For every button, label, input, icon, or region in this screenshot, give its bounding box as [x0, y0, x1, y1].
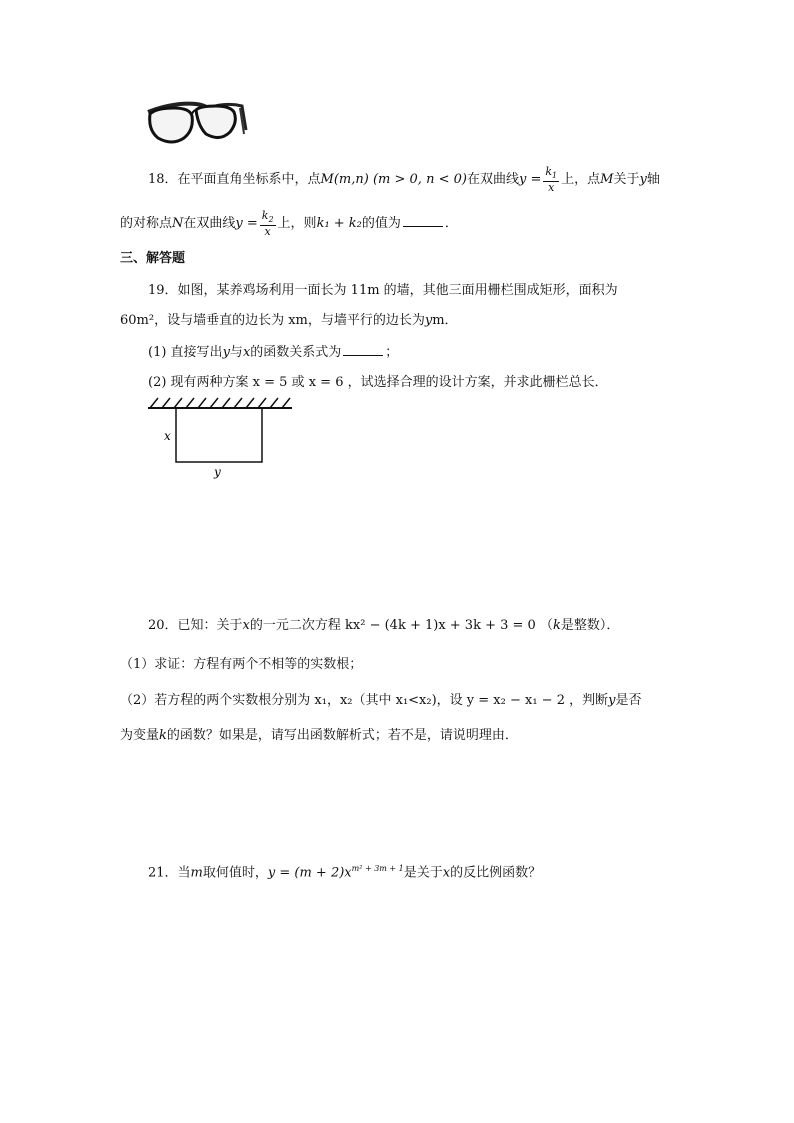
q18-line2: 的对称点N在双曲线y = $\frac{k_2}{x}$ 上，则k₁ + k₂的值为 ．: [120, 209, 458, 239]
label-x: x: [164, 429, 171, 443]
q20-part1: （1）求证：方程有两个不相等的实数根；: [120, 657, 363, 672]
fence-rectangle: [176, 408, 262, 462]
fraction-k2-over-x: $\frac{k_2}{x}$: [261, 209, 274, 239]
q20-part2: （2）若方程的两个实数根分别为 x₁，x₂（其中 x₁<x₂)，设 y = x₂ − x₁ − 2 ，判断y是否: [120, 693, 642, 708]
fraction-k1-over-x: $\frac{k_1}{x}$: [545, 165, 558, 195]
glasses-image: [144, 96, 248, 148]
q19-line2: 60m²，设与墙垂直的边长为 xm，与墙平行的边长为ym．: [120, 313, 458, 328]
q19-figure: [146, 394, 294, 480]
answer-blank: [343, 343, 383, 356]
answer-blank: [403, 214, 443, 227]
q21-line: 21．当m取何值时，$y = (m + 2)x^{m^2 + 3m + 1}$是关于x的反比例函数？: [148, 864, 542, 881]
q19-line1: 19．如图，某养鸡场利用一面长为 11m 的墙，其他三面用栅栏围成矩形，面积为: [148, 283, 618, 298]
label-y: y: [214, 465, 221, 479]
q20-line3: 为变量k的函数？如果是，请写出函数解析式；若不是，请说明理由．: [120, 728, 518, 743]
q20-line1: 20．已知：关于x的一元二次方程 kx² − (4k + 1)x + 3k + 3 = 0 （k是整数）．: [148, 618, 620, 633]
wall-hatching: [150, 398, 290, 408]
section-heading: 三、解答题: [120, 251, 186, 266]
q19-part2: (2) 现有两种方案 x = 5 或 x = 6 ，试选择合理的设计方案，并求此栅栏总长．: [148, 375, 608, 390]
q18-line1: 18．在平面直角坐标系中，点M(m,n) (m > 0, n < 0)在双曲线y = $\frac{k_1}{x}$ 上，点M关于y轴: [148, 165, 660, 195]
q19-part1: (1) 直接写出y与x的函数关系式为 ；: [148, 345, 399, 360]
